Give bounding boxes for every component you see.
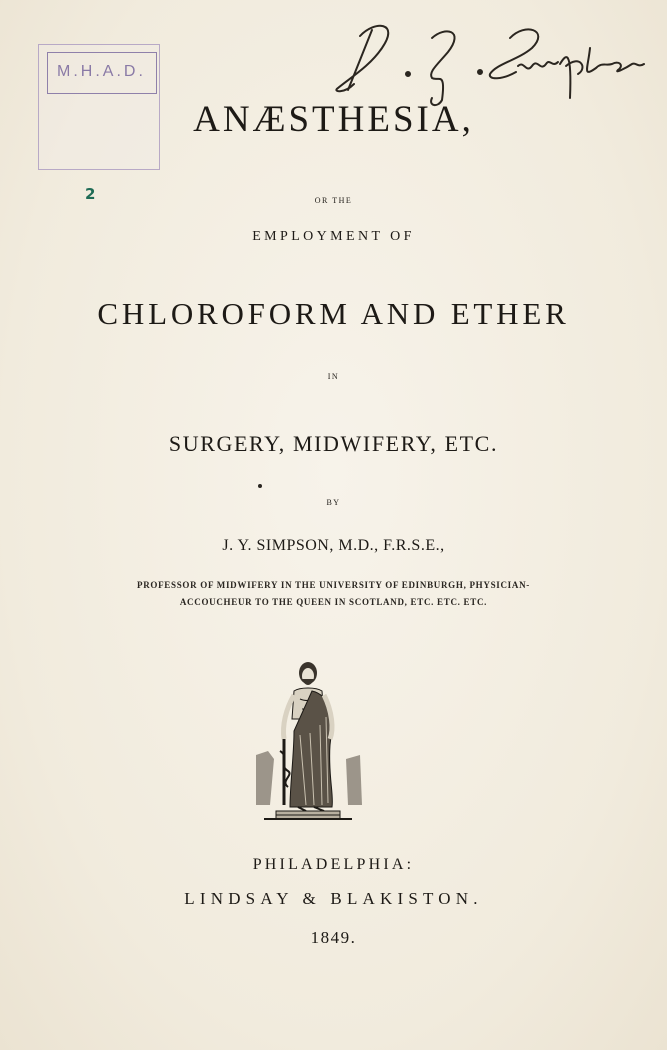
author-position-line-2: ACCOUCHEUR TO THE QUEEN IN SCOTLAND, ETC. ETC. ETC. <box>179 597 488 607</box>
stamp-text: M.H.A.D. <box>57 63 146 80</box>
subject-line: CHLOROFORM AND ETHER <box>97 296 570 331</box>
or-the-line: OR THE <box>314 196 353 205</box>
aesculapius-engraving <box>250 655 365 830</box>
ink-dot <box>258 484 262 488</box>
by-line: BY <box>326 498 341 507</box>
book-title: ANÆSTHESIA, <box>193 99 474 140</box>
imprint-city: PHILADELPHIA: <box>252 856 415 873</box>
imprint-year: 1849. <box>310 928 357 947</box>
stamp-shelf-mark: 2 <box>85 185 96 203</box>
in-line: IN <box>327 372 340 381</box>
author-name: J. Y. SIMPSON, M.D., F.R.S.E., <box>222 537 445 554</box>
employment-line: EMPLOYMENT OF <box>252 229 415 244</box>
fields-line: SURGERY, MIDWIFERY, ETC. <box>168 431 499 456</box>
author-position-line-1: PROFESSOR OF MIDWIFERY IN THE UNIVERSITY OF EDINBURGH, PHYSICIAN- <box>137 580 530 590</box>
imprint-publisher: LINDSAY & BLAKISTON. <box>184 889 483 908</box>
